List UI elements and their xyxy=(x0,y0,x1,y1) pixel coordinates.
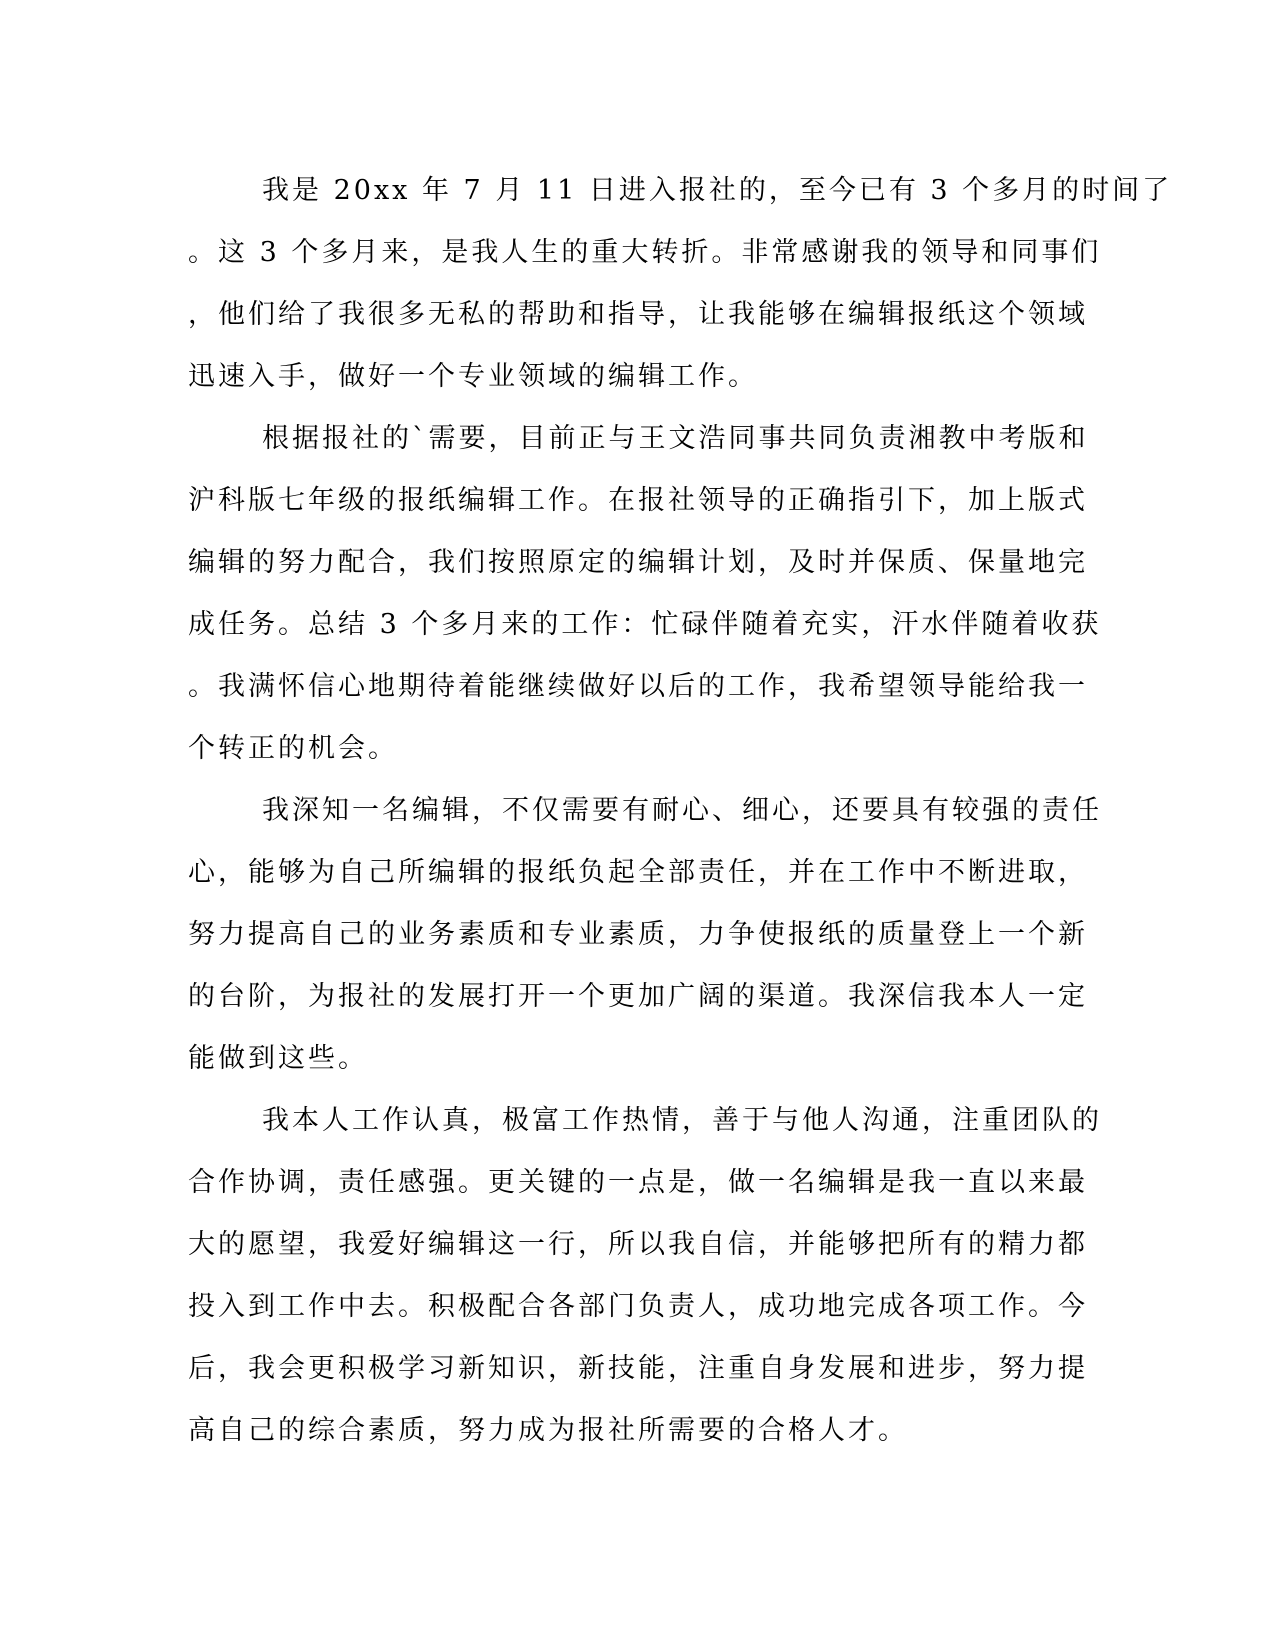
paragraph-line: 沪科版七年级的报纸编辑工作。在报社领导的正确指引下，加上版式 xyxy=(188,485,1088,516)
paragraph-line: 编辑的努力配合，我们按照原定的编辑计划，及时并保质、保量地完 xyxy=(188,547,1088,578)
paragraph-4 xyxy=(188,1090,1102,1462)
paragraph-line: ，他们给了我很多无私的帮助和指导，让我能够在编辑报纸这个领域 xyxy=(188,299,1088,330)
paragraph-line: 个转正的机会。 xyxy=(188,733,398,764)
paragraph-line: 成任务。总结 3 个多月来的工作：忙碌伴随着充实，汗水伴随着收获 xyxy=(188,609,1102,640)
paragraph-3 xyxy=(188,780,1102,1090)
paragraph-line: 后，我会更积极学习新知识，新技能，注重自身发展和进步，努力提 xyxy=(188,1353,1088,1384)
paragraph-line: 我本人工作认真，极富工作热情，善于与他人沟通，注重团队的 xyxy=(262,1105,1102,1136)
paragraph-line: 迅速入手，做好一个专业领域的编辑工作。 xyxy=(188,361,758,392)
paragraph-line: 。我满怀信心地期待着能继续做好以后的工作，我希望领导能给我一 xyxy=(188,671,1088,702)
paragraph-line: 心，能够为自己所编辑的报纸负起全部责任，并在工作中不断进取， xyxy=(188,857,1088,888)
paragraph-line: 根据报社的`需要，目前正与王文浩同事共同负责湘教中考版和 xyxy=(262,423,1089,454)
paragraph-line: 能做到这些。 xyxy=(188,1043,368,1074)
paragraph-line: 大的愿望，我爱好编辑这一行，所以我自信，并能够把所有的精力都 xyxy=(188,1229,1088,1260)
paragraph-line: 合作协调，责任感强。更关键的一点是，做一名编辑是我一直以来最 xyxy=(188,1167,1088,1198)
paragraph-line: 投入到工作中去。积极配合各部门负责人，成功地完成各项工作。今 xyxy=(188,1291,1088,1322)
document-body xyxy=(188,160,1173,1462)
paragraph-line: 我深知一名编辑，不仅需要有耐心、细心，还要具有较强的责任 xyxy=(262,795,1102,826)
paragraph-line: 的台阶，为报社的发展打开一个更加广阔的渠道。我深信我本人一定 xyxy=(188,981,1088,1012)
paragraph-1 xyxy=(188,160,1173,408)
paragraph-line: 。这 3 个多月来，是我人生的重大转折。非常感谢我的领导和同事们 xyxy=(188,237,1102,268)
paragraph-2 xyxy=(188,408,1102,780)
paragraph-line: 努力提高自己的业务素质和专业素质，力争使报纸的质量登上一个新 xyxy=(188,919,1088,950)
paragraph-line: 我是 20xx 年 7 月 11 日进入报社的，至今已有 3 个多月的时间了 xyxy=(262,175,1173,206)
paragraph-line: 高自己的综合素质，努力成为报社所需要的合格人才。 xyxy=(188,1415,908,1446)
